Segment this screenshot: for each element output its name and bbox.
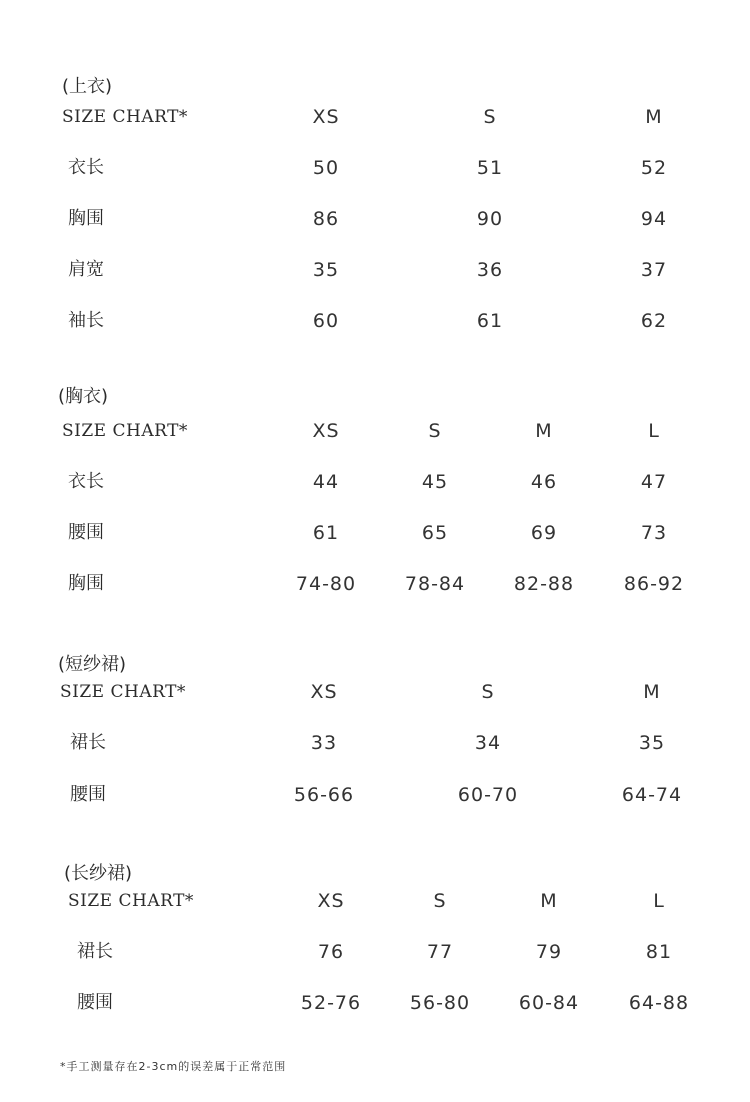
- table-cell: 61: [312, 522, 340, 544]
- table-cell: 69: [530, 522, 558, 544]
- table-cell: 65: [421, 522, 449, 544]
- row-label: 裙长: [70, 732, 106, 753]
- table-cell: 86: [312, 208, 340, 230]
- table-cell: 52: [640, 157, 668, 179]
- table-cell: 56-66: [293, 784, 355, 806]
- table-cell: 50: [312, 157, 340, 179]
- size-header-row: [0, 416, 750, 446]
- table-row: [0, 204, 750, 234]
- table-cell: 51: [476, 157, 504, 179]
- table-cell: 60-70: [457, 784, 519, 806]
- table-cell: 64-88: [628, 992, 690, 1014]
- table-cell: 74-80: [295, 573, 357, 595]
- size-column-header: L: [648, 420, 660, 442]
- table-cell: 56-80: [409, 992, 471, 1014]
- table-cell: 52-76: [300, 992, 362, 1014]
- size-column-header: S: [433, 890, 447, 912]
- table-cell: 62: [640, 310, 668, 332]
- size-column-header: XS: [312, 420, 340, 442]
- table-cell: 47: [640, 471, 668, 493]
- size-column-header: S: [428, 420, 442, 442]
- table-cell: 46: [530, 471, 558, 493]
- size-column-header: M: [643, 681, 661, 703]
- size-chart-label: SIZE CHART*: [60, 682, 186, 702]
- table-cell: 60-84: [518, 992, 580, 1014]
- table-row: [0, 569, 750, 599]
- size-header-row: [0, 677, 750, 707]
- row-label: 袖长: [68, 310, 104, 331]
- size-column-header: S: [481, 681, 495, 703]
- table-row: [0, 728, 750, 758]
- size-column-header: S: [483, 106, 497, 128]
- section-title: (长纱裙): [64, 863, 133, 884]
- table-row: [0, 518, 750, 548]
- size-column-header: L: [653, 890, 665, 912]
- row-label: 胸围: [68, 208, 104, 229]
- row-label: 裙长: [77, 941, 113, 962]
- size-column-header: XS: [310, 681, 338, 703]
- table-cell: 33: [310, 732, 338, 754]
- table-cell: 36: [476, 259, 504, 281]
- row-label: 胸围: [68, 573, 104, 594]
- size-column-header: M: [540, 890, 558, 912]
- table-cell: 35: [638, 732, 666, 754]
- section-title: (胸衣): [58, 386, 109, 407]
- table-cell: 45: [421, 471, 449, 493]
- table-cell: 76: [317, 941, 345, 963]
- size-column-header: XS: [312, 106, 340, 128]
- size-chart-label: SIZE CHART*: [62, 421, 188, 441]
- row-label: 腰围: [68, 522, 104, 543]
- table-row: [0, 937, 750, 967]
- table-cell: 86-92: [623, 573, 685, 595]
- row-label: 衣长: [68, 157, 104, 178]
- table-cell: 60: [312, 310, 340, 332]
- table-cell: 90: [476, 208, 504, 230]
- table-row: [0, 467, 750, 497]
- table-cell: 78-84: [404, 573, 466, 595]
- table-row: [0, 153, 750, 183]
- table-cell: 35: [312, 259, 340, 281]
- table-cell: 81: [645, 941, 673, 963]
- measurement-footnote: *手工测量存在2-3cm的误差属于正常范围: [60, 1060, 287, 1073]
- table-cell: 79: [535, 941, 563, 963]
- table-cell: 77: [426, 941, 454, 963]
- size-column-header: XS: [317, 890, 345, 912]
- table-row: [0, 306, 750, 336]
- table-cell: 73: [640, 522, 668, 544]
- table-row: [0, 988, 750, 1018]
- size-header-row: [0, 886, 750, 916]
- size-chart-label: SIZE CHART*: [62, 107, 188, 127]
- table-row: [0, 780, 750, 810]
- size-chart-label: SIZE CHART*: [68, 891, 194, 911]
- section-title: (短纱裙): [58, 654, 127, 675]
- table-cell: 94: [640, 208, 668, 230]
- size-column-header: M: [645, 106, 663, 128]
- size-column-header: M: [535, 420, 553, 442]
- row-label: 衣长: [68, 471, 104, 492]
- table-cell: 44: [312, 471, 340, 493]
- table-cell: 61: [476, 310, 504, 332]
- row-label: 肩宽: [68, 259, 104, 280]
- row-label: 腰围: [70, 784, 106, 805]
- table-row: [0, 255, 750, 285]
- table-cell: 37: [640, 259, 668, 281]
- table-cell: 82-88: [513, 573, 575, 595]
- section-title: (上衣): [62, 76, 113, 97]
- row-label: 腰围: [77, 992, 113, 1013]
- table-cell: 64-74: [621, 784, 683, 806]
- size-header-row: [0, 102, 750, 132]
- table-cell: 34: [474, 732, 502, 754]
